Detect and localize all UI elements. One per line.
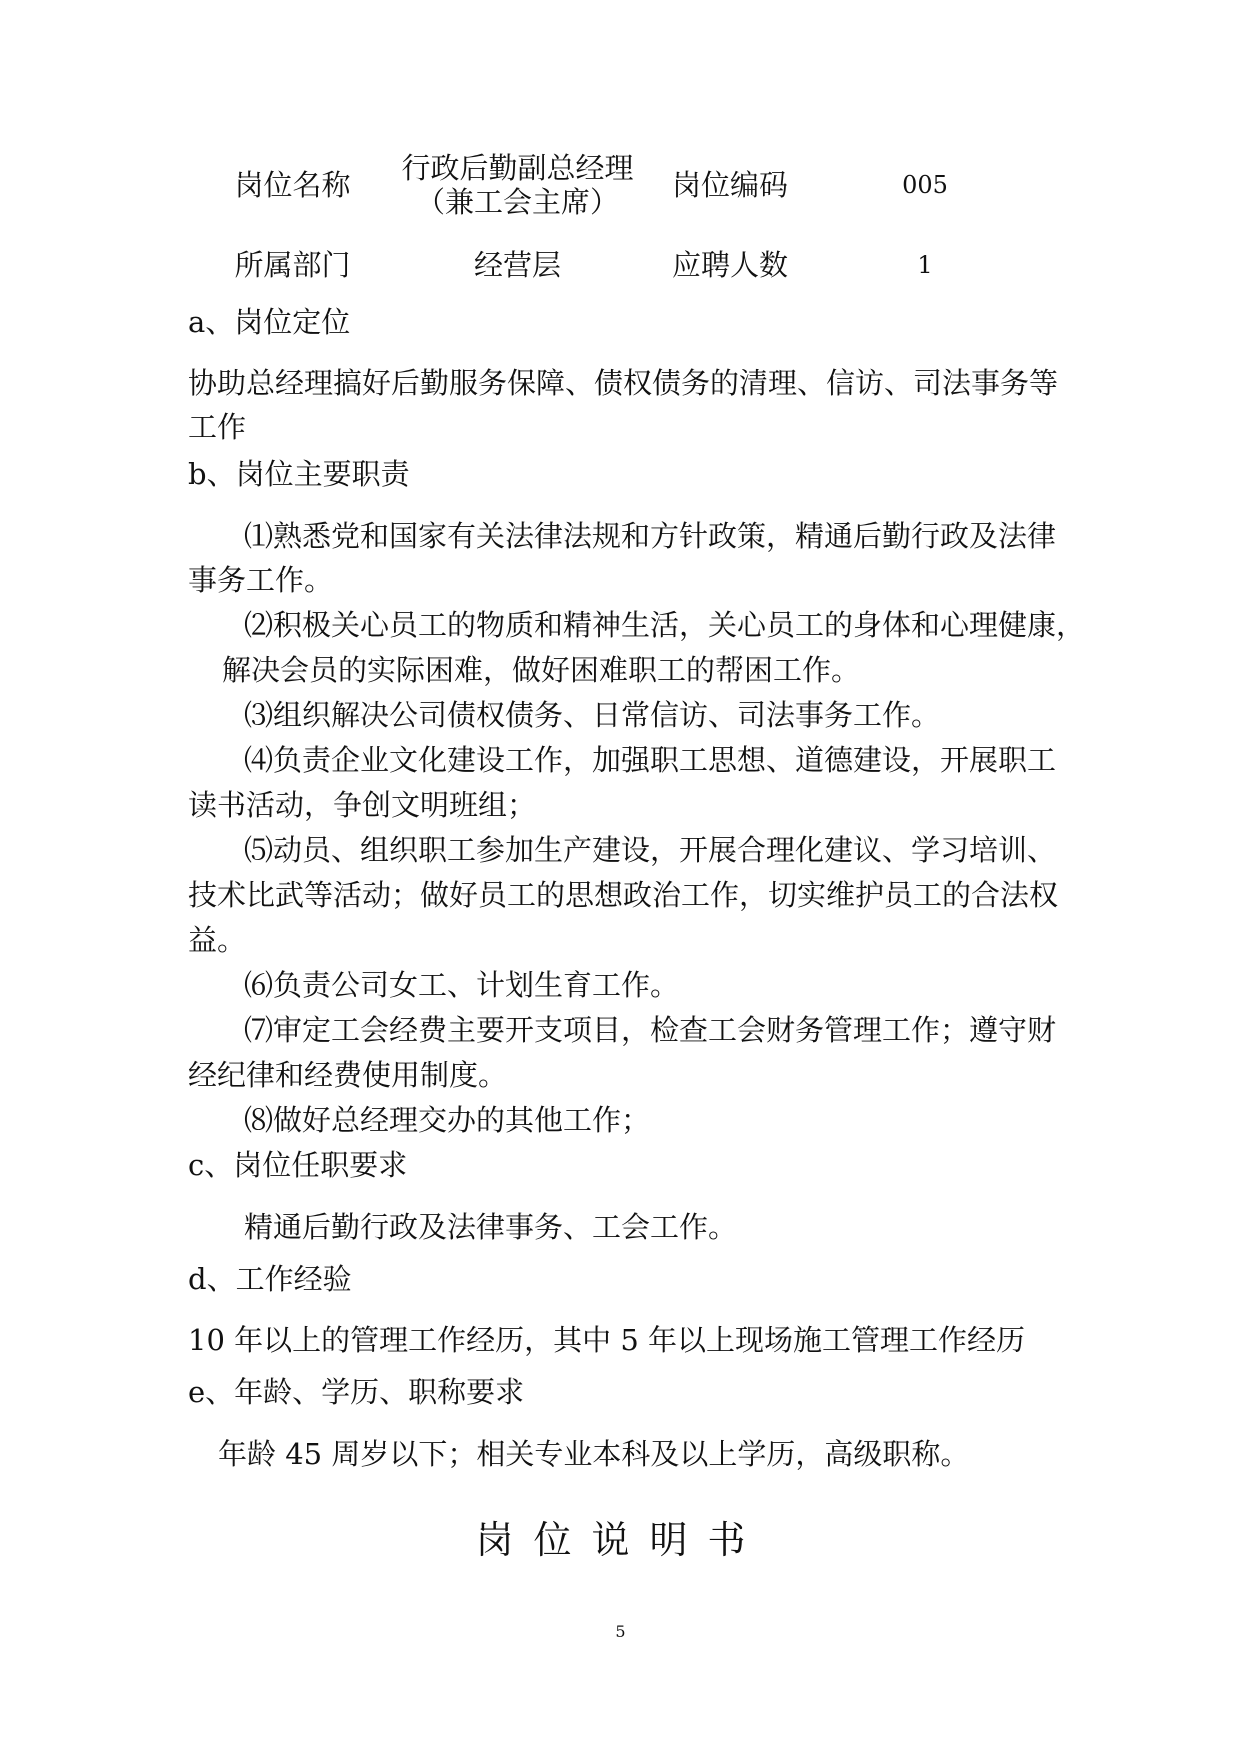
duty-item-7-line1: ⑺审定工会经费主要开支项目，检查工会财务管理工作；遵守财 <box>244 1013 1057 1047</box>
duty-item-1-line1: ⑴熟悉党和国家有关法律法规和方针政策，精通后勤行政及法律 <box>244 519 1057 553</box>
position-code-label: 岗位编码 <box>671 168 788 202</box>
info-row-position <box>190 145 1030 225</box>
section-e-text: 年龄 45 周岁以下；相关专业本科及以上学历，高级职称。 <box>218 1437 970 1471</box>
duty-item-4-line2: 读书活动，争创文明班组； <box>188 788 537 822</box>
duty-item-6: ⑹负责公司女工、计划生育工作。 <box>244 968 680 1002</box>
section-e-heading: e、年龄、学历、职称要求 <box>188 1375 525 1409</box>
position-info-table <box>190 145 1030 305</box>
page-number: 5 <box>615 1622 626 1641</box>
headcount-value: 1 <box>917 251 933 279</box>
section-a-text-line2: 工作 <box>188 410 247 444</box>
duty-item-3: ⑶组织解决公司债权债务、日常信访、司法事务工作。 <box>244 698 941 732</box>
duty-item-2-line1: ⑵积极关心员工的物质和精神生活，关心员工的身体和心理健康， <box>244 608 1086 642</box>
duty-item-5-line2: 技术比武等活动；做好员工的思想政治工作，切实维护员工的合法权 <box>188 878 1059 912</box>
info-row-department <box>190 225 1030 305</box>
duty-item-7-line2: 经纪律和经费使用制度。 <box>188 1058 508 1092</box>
document-title: 岗位说明书 <box>475 1518 766 1562</box>
duty-item-8: ⑻做好总经理交办的其他工作； <box>244 1103 651 1137</box>
section-c-text: 精通后勤行政及法律事务、工会工作。 <box>244 1210 738 1244</box>
section-c-heading: c、岗位任职要求 <box>188 1148 408 1182</box>
position-code-value: 005 <box>902 171 948 199</box>
position-name-label: 岗位名称 <box>234 168 351 202</box>
headcount-label: 应聘人数 <box>671 248 788 282</box>
position-name-line1: 行政后勤副总经理 <box>401 151 634 185</box>
duty-item-5-line3: 益。 <box>188 923 247 957</box>
department-value: 经营层 <box>473 248 561 282</box>
department-label: 所属部门 <box>234 248 351 282</box>
duty-item-5-line1: ⑸动员、组织职工参加生产建设，开展合理化建议、学习培训、 <box>244 833 1057 867</box>
section-d-heading: d、工作经验 <box>188 1262 352 1296</box>
position-name-line2: （兼工会主席） <box>415 185 619 219</box>
duty-item-4-line1: ⑷负责企业文化建设工作，加强职工思想、道德建设，开展职工 <box>244 743 1057 777</box>
section-a-heading: a、岗位定位 <box>188 305 351 339</box>
duty-item-1-line2: 事务工作。 <box>188 563 334 597</box>
section-a-text-line1: 协助总经理搞好后勤服务保障、债权债务的清理、信访、司法事务等 <box>188 366 1059 400</box>
section-b-heading: b、岗位主要职责 <box>188 457 410 491</box>
position-name-value <box>395 145 640 225</box>
duty-item-2-line2: 解决会员的实际困难，做好困难职工的帮困工作。 <box>222 653 861 687</box>
section-d-text: 10 年以上的管理工作经历，其中 5 年以上现场施工管理工作经历 <box>188 1323 1026 1357</box>
